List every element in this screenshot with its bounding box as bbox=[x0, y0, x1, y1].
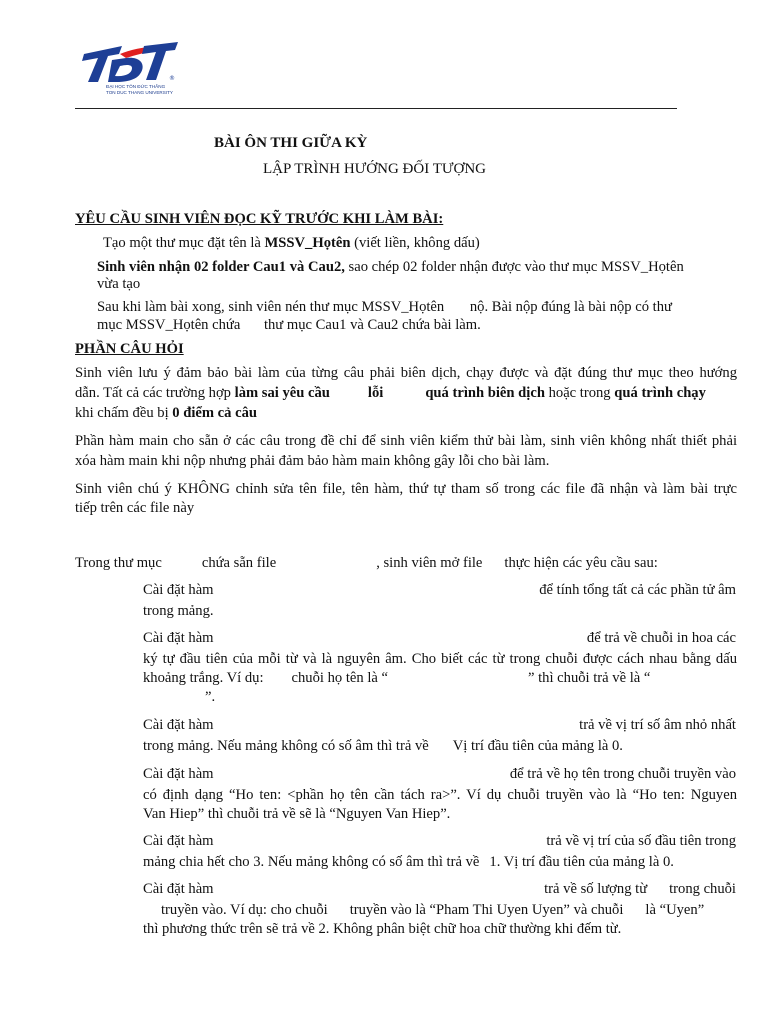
task3-label: Cài đặt hàm bbox=[143, 717, 214, 733]
para1-line1: Sinh viên lưu ý đảm bảo bài làm của từng câu phải biên dịch, chạy được và đặt đúng thư mục theo hướng bbox=[75, 365, 737, 381]
task6-c: trong chuỗi bbox=[669, 881, 736, 897]
task2-desc: để trả về chuỗi in hoa các bbox=[586, 630, 736, 646]
task4-label: Cài đặt hàm bbox=[143, 766, 214, 782]
intro-a: Trong thư mục bbox=[75, 555, 162, 571]
task6-b: trả về số lượng từ bbox=[544, 881, 648, 897]
para3-line2: tiếp trên các file này bbox=[75, 500, 195, 516]
task2-e: chuỗi họ tên là “ bbox=[291, 670, 388, 686]
req3-text-d: mục MSSV_Họtên chứa bbox=[97, 317, 241, 333]
requirements-heading: YÊU CẦU SINH VIÊN ĐỌC KỸ TRƯỚC KHI LÀM BÀI: bbox=[75, 211, 444, 227]
para3-line1: Sinh viên chú ý KHÔNG chỉnh sửa tên file, tên hàm, thứ tự tham số trong các file đã nhận và làm bài trực bbox=[75, 481, 737, 497]
req2-text-a: Sinh viên nhận 02 folder Cau1 và Cau2, bbox=[97, 259, 345, 275]
task6-desc bbox=[544, 878, 736, 900]
page-subtitle: LẬP TRÌNH HƯỚNG ĐỐI TƯỢNG bbox=[263, 161, 486, 177]
para1-l2b: làm sai yêu cầu bbox=[234, 385, 330, 401]
intro-d: thực hiện các yêu cầu sau: bbox=[504, 555, 658, 571]
logo-subtitle bbox=[106, 84, 173, 95]
req3-text-b: nộ bbox=[469, 299, 485, 315]
logo-sub-line2: TON DUC THANG UNIVERSITY bbox=[106, 89, 173, 95]
para2-line1: Phần hàm main cho sẵn ở các câu trong đề chỉ để sinh viên kiểm thử bài làm, sinh viên không nhất thiết phải bbox=[75, 433, 737, 449]
requirement-item-3-cont bbox=[97, 314, 481, 336]
req1-folder-name: MSSV_Họtên bbox=[264, 235, 351, 251]
task6-e: truyền vào là “Pham Thi Uyen Uyen” và chuỗi bbox=[349, 902, 624, 918]
university-logo bbox=[82, 40, 184, 98]
intro-b: chứa sẵn file bbox=[201, 555, 277, 571]
task2-label: Cài đặt hàm bbox=[143, 630, 214, 646]
task5-desc: trả về vị trí của số đầu tiên trong bbox=[546, 833, 736, 849]
task2-f: ” thì chuỗi trả về là “ bbox=[527, 670, 651, 686]
req2-text-b: sao chép 02 folder nhận được vào thư mục MSSV_Họtên bbox=[344, 259, 684, 275]
task6-label: Cài đặt hàm bbox=[143, 881, 214, 897]
task1-desc: để tính tổng tất cả các phần tử âm bbox=[539, 582, 736, 598]
para2-line2: xóa hàm main khi nộp nhưng phải đảm bảo hàm main không gây lỗi cho bài làm. bbox=[75, 453, 550, 469]
registered-mark: ® bbox=[169, 75, 175, 82]
intro-c: , sinh viên mở file bbox=[376, 555, 483, 571]
requirement-item-2-cont: vừa tạo bbox=[97, 276, 141, 292]
task3-d: Vị trí đầu tiên của mảng là 0. bbox=[452, 738, 623, 754]
req3-text-e: thư mục Cau1 và Cau2 chứa bài làm. bbox=[263, 317, 481, 333]
task6-line3: thì phương thức trên sẽ trả về 2. Không phân biệt chữ hoa chữ thường khi đếm từ. bbox=[143, 921, 622, 937]
questions-heading: PHẦN CÂU HỎI bbox=[75, 341, 184, 357]
tasks-intro bbox=[75, 552, 658, 574]
task3-desc: trả về vị trí số âm nhỏ nhất bbox=[579, 717, 736, 733]
task4-line3: Van Hiep” thì chuỗi trả về sẽ là “Nguyen Van Hiep”. bbox=[143, 806, 451, 822]
req1-text-c: (viết liền, không dấu) bbox=[350, 235, 480, 251]
para1-l2e: hoặc trong bbox=[544, 385, 615, 401]
para1-l2c: lỗi bbox=[367, 385, 384, 401]
tdt-logo-mark bbox=[82, 40, 184, 84]
task4-line2: có định dạng “Ho ten: <phần họ tên cần tách ra>”. Ví dụ chuỗi truyền vào là “Ho ten: Nguyen bbox=[143, 787, 737, 803]
task2-line3 bbox=[143, 667, 737, 689]
para1-l2d: quá trình biên dịch bbox=[425, 385, 545, 401]
para1-l3b: 0 điểm cả câu bbox=[172, 405, 257, 421]
task3-c: trong mảng. Nếu mảng không có số âm thì trả về bbox=[143, 738, 429, 754]
logo-sub-line1: ĐẠI HỌC TÔN ĐỨC THẮNG bbox=[106, 84, 166, 89]
task5-cont bbox=[143, 851, 674, 873]
task5-c: mảng chia hết cho 3. Nếu mảng không có số âm thì trả về bbox=[143, 854, 480, 870]
para1-l2f: quá trình chạy bbox=[614, 385, 706, 401]
para1-line3 bbox=[75, 402, 257, 424]
task3-cont bbox=[143, 735, 623, 757]
task6-f: là “Uyen” bbox=[645, 902, 705, 918]
task5-d: 1. Vị trí đầu tiên của mảng là 0. bbox=[489, 854, 674, 870]
requirement-item-1 bbox=[103, 232, 480, 254]
para1-l2a: dẫn. Tất cả các trường hợp bbox=[75, 385, 235, 401]
req3-text-c: . Bài nộp đúng là bài nộp có thư bbox=[484, 299, 672, 315]
requirement-item-2 bbox=[97, 256, 684, 278]
page-title: BÀI ÔN THI GIỮA KỲ bbox=[214, 135, 368, 151]
task2-d: khoảng trắng. Ví dụ: bbox=[143, 670, 264, 686]
para1-l3a: khi chấm đều bị bbox=[75, 405, 173, 421]
para1-line2 bbox=[75, 382, 737, 404]
header-divider bbox=[75, 108, 677, 109]
req3-text-a: Sau khi làm bài xong, sinh viên nén thư mục MSSV_Họtên bbox=[97, 299, 445, 315]
task4-desc: để trả về họ tên trong chuỗi truyền vào bbox=[509, 766, 736, 782]
req1-text-a: Tạo một thư mục đặt tên là bbox=[103, 235, 265, 251]
task1-cont: trong mảng. bbox=[143, 603, 214, 619]
task6-d: truyền vào. Ví dụ: cho chuỗi bbox=[161, 902, 328, 918]
task2-line2: ký tự đầu tiên của mỗi từ và là nguyên âm. Cho biết các từ trong chuỗi được cách nhau bằng dấu bbox=[143, 651, 737, 667]
task1-label: Cài đặt hàm bbox=[143, 582, 214, 598]
task5-label: Cài đặt hàm bbox=[143, 833, 214, 849]
task2-line4: ”. bbox=[205, 689, 216, 705]
